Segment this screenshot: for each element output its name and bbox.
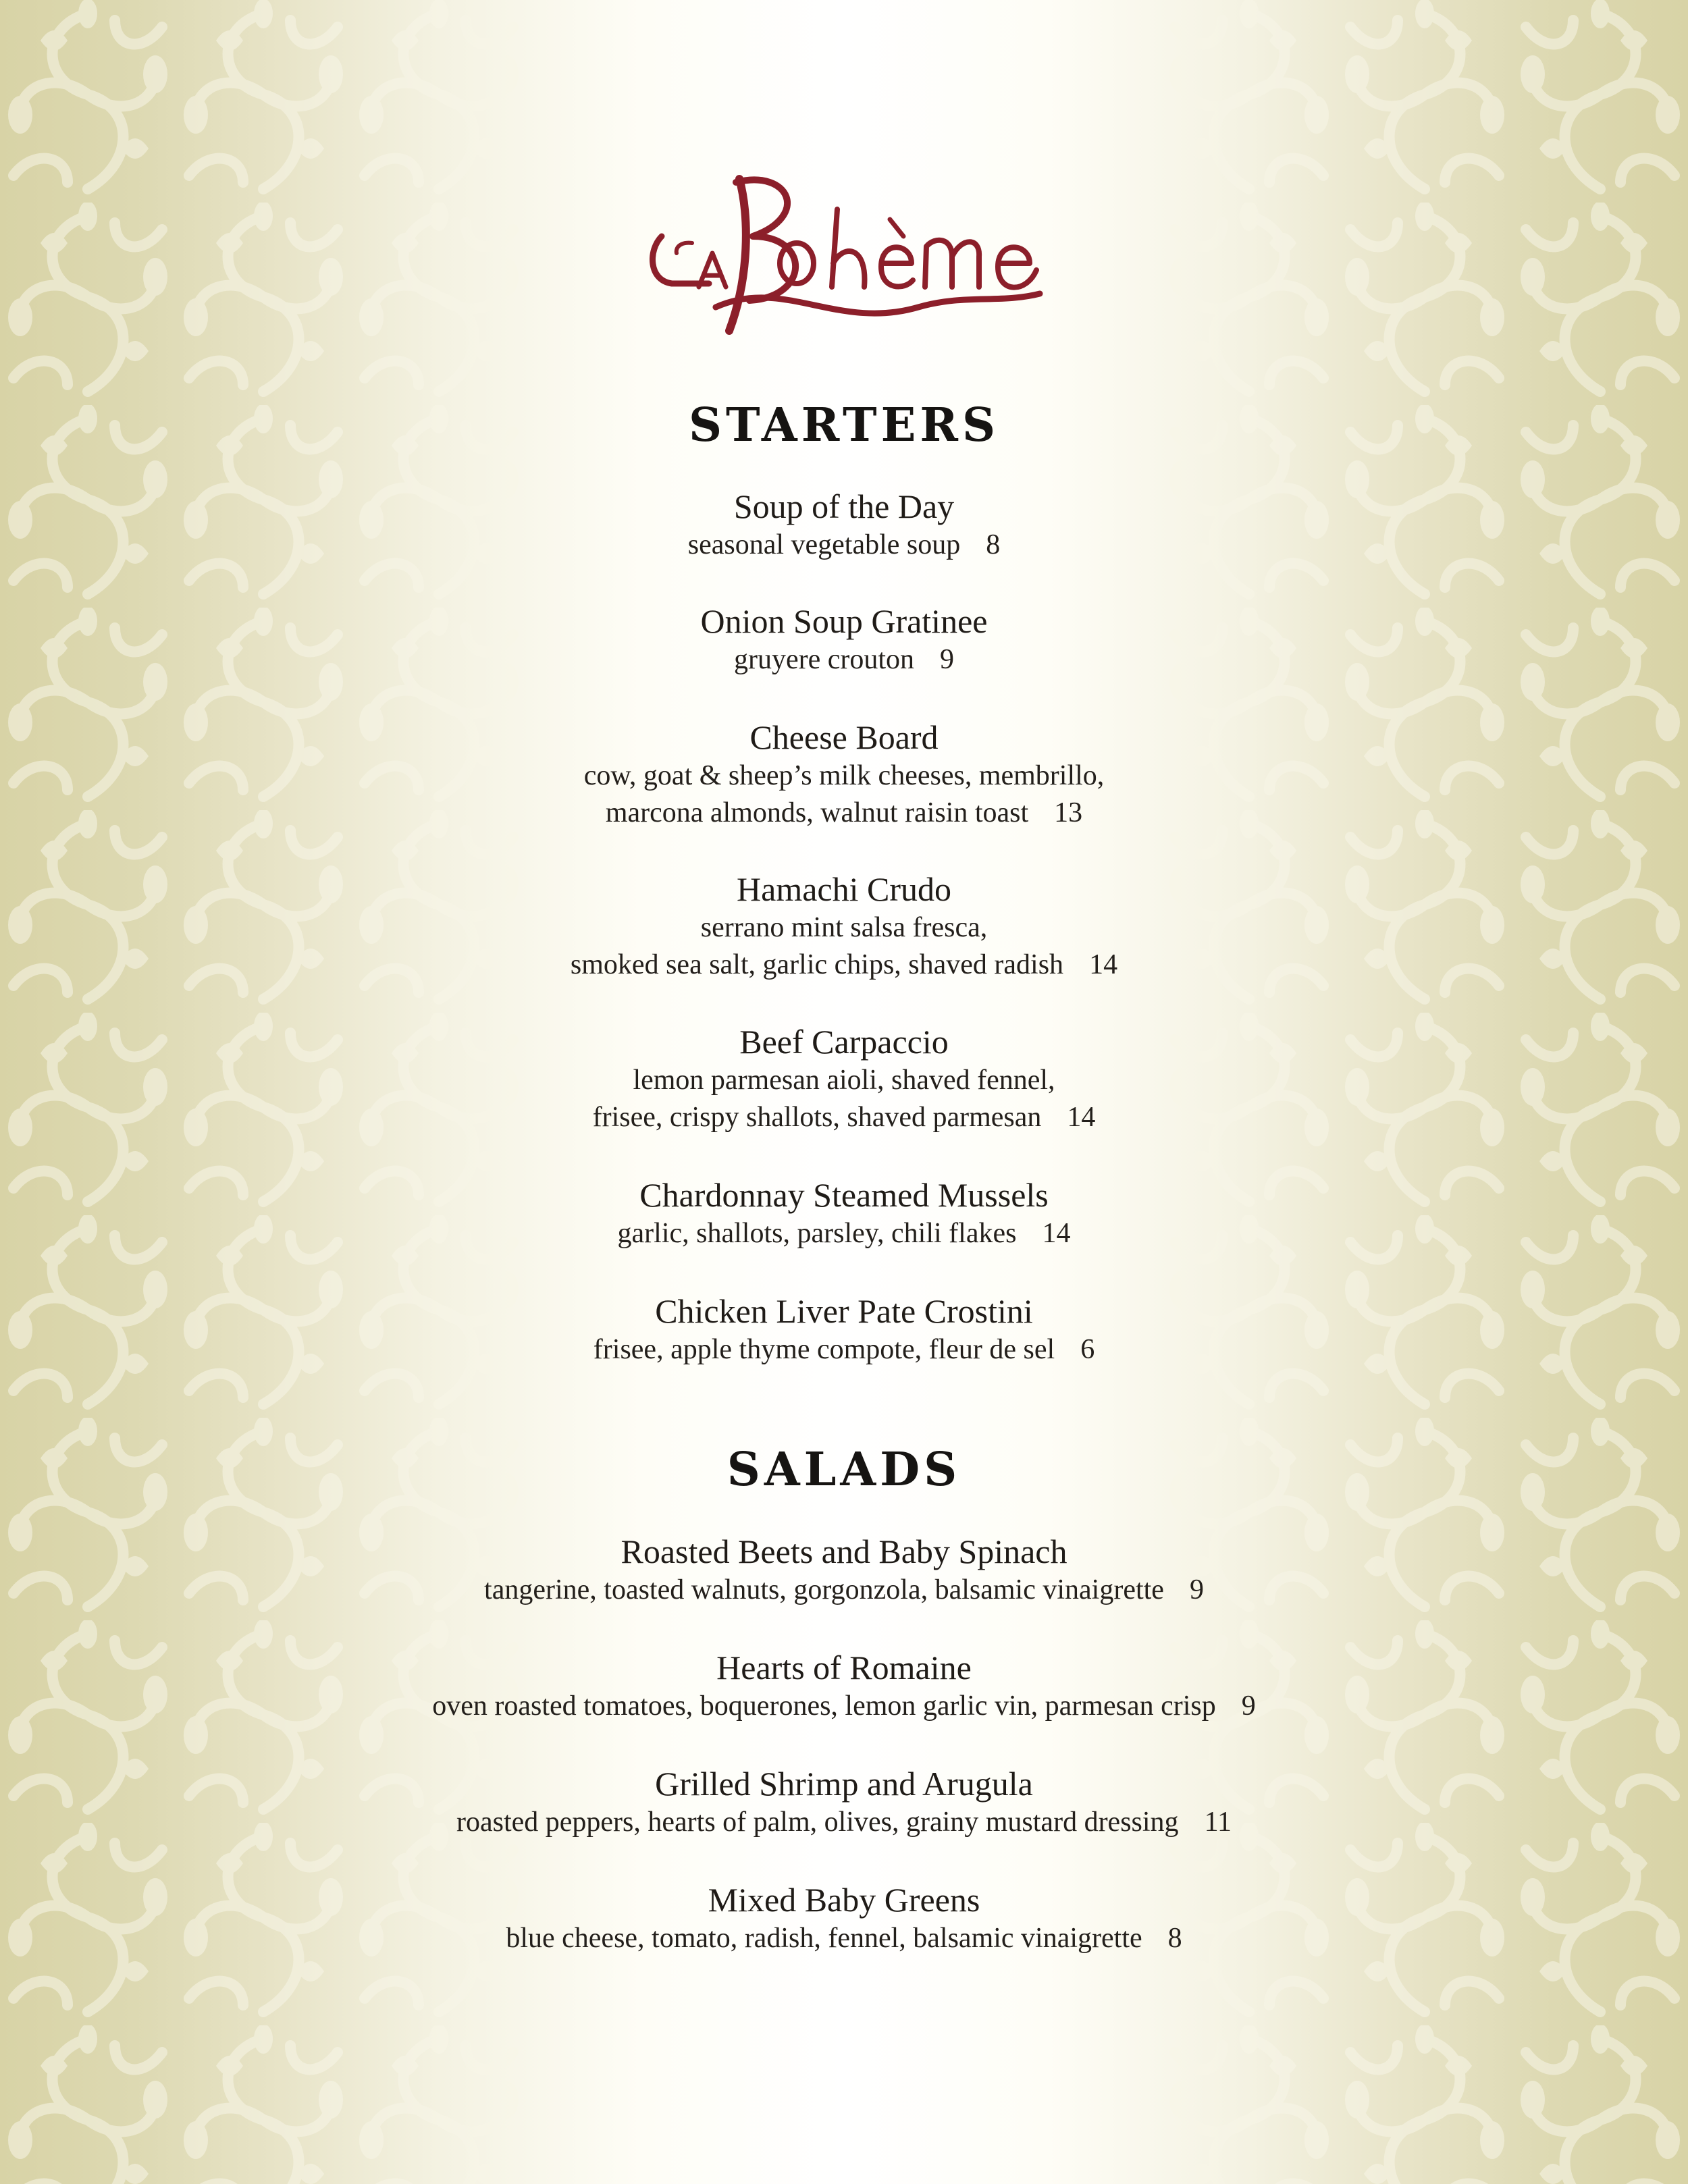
- item-name: Beef Carpaccio: [739, 1023, 949, 1061]
- item-name: Chardonnay Steamed Mussels: [639, 1176, 1049, 1214]
- menu-item: [0, 486, 1688, 564]
- item-description-line-2: smoked sea salt, garlic chips, shaved radish 14: [570, 949, 1118, 980]
- item-name: Cheese Board: [749, 718, 939, 756]
- restaurant-logo: [635, 162, 1053, 351]
- item-description-line-2: frisee, crispy shallots, shaved parmesan 14: [592, 1102, 1096, 1133]
- item-price: 14: [1042, 1218, 1071, 1249]
- item-description-line-1: lemon parmesan aioli, shaved fennel,: [633, 1065, 1055, 1096]
- menu-item: [0, 601, 1688, 678]
- item-price: 14: [1067, 1102, 1096, 1133]
- item-price: 8: [1167, 1923, 1182, 1954]
- item-description: blue cheese, tomato, radish, fennel, balsamic vinaigrette 8: [506, 1923, 1182, 1954]
- item-price: 6: [1080, 1334, 1095, 1365]
- item-name: Roasted Beets and Baby Spinach: [621, 1533, 1067, 1570]
- item-name: Onion Soup Gratinee: [700, 602, 988, 640]
- menu-item: [0, 717, 1688, 832]
- item-description: seasonal vegetable soup 8: [687, 529, 1001, 560]
- menu-item: [0, 1531, 1688, 1609]
- item-name: Soup of the Day: [733, 487, 955, 525]
- logo-script-icon: [635, 162, 1053, 351]
- item-price: 9: [940, 644, 955, 675]
- item-description: tangerine, toasted walnuts, gorgonzola, balsamic vinaigrette 9: [484, 1574, 1204, 1605]
- menu-item: [0, 1763, 1688, 1841]
- item-name: Grilled Shrimp and Arugula: [655, 1765, 1033, 1803]
- item-price: 11: [1204, 1807, 1232, 1838]
- item-description: frisee, apple thyme compote, fleur de sel 6: [593, 1334, 1095, 1365]
- item-name: Mixed Baby Greens: [708, 1881, 980, 1919]
- section-title-starters: STARTERS: [688, 398, 1000, 452]
- menu-item: [0, 1647, 1688, 1725]
- menu-item: [0, 1880, 1688, 1957]
- item-price: 13: [1054, 797, 1083, 828]
- item-description-line-1: serrano mint salsa fresca,: [700, 912, 988, 943]
- item-price: 9: [1189, 1574, 1204, 1605]
- item-description-line-1: cow, goat & sheep’s milk cheeses, membrillo,: [583, 760, 1105, 791]
- item-price: 14: [1089, 949, 1118, 980]
- menu-item: [0, 869, 1688, 984]
- item-description: oven roasted tomatoes, boquerones, lemon garlic vin, parmesan crisp 9: [432, 1690, 1256, 1722]
- item-description: roasted peppers, hearts of palm, olives, grainy mustard dressing 11: [456, 1807, 1232, 1838]
- item-price: 8: [986, 529, 1001, 560]
- menu-item: [0, 1291, 1688, 1368]
- item-description: garlic, shallots, parsley, chili flakes 14: [617, 1218, 1071, 1249]
- item-price: 9: [1241, 1690, 1256, 1722]
- item-name: Hearts of Romaine: [716, 1649, 972, 1686]
- item-name: Hamachi Crudo: [737, 870, 951, 908]
- menu-item: [0, 1021, 1688, 1136]
- item-description: gruyere crouton 9: [733, 644, 955, 675]
- menu-item: [0, 1175, 1688, 1252]
- item-description-line-2: marcona almonds, walnut raisin toast 13: [605, 797, 1083, 828]
- item-name: Chicken Liver Pate Crostini: [655, 1292, 1033, 1330]
- section-title-salads: SALADS: [727, 1443, 961, 1497]
